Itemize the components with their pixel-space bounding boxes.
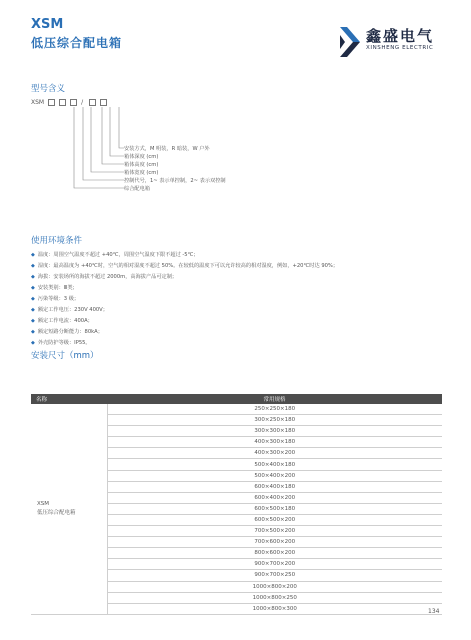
product-name: 低压综合配电箱	[37, 509, 76, 516]
legend-item: 箱体深度 (cm)	[124, 154, 159, 160]
spec-cell: 1000×800×300	[107, 603, 442, 614]
table-header-row	[31, 394, 442, 404]
environment-item: ◆ 额定工作电压：230V 400V；	[31, 307, 108, 313]
product-code: XSM	[37, 500, 50, 507]
spec-cell: 600×400×180	[107, 481, 442, 492]
model-code-prefix: XSM	[31, 99, 45, 106]
product-name-cell	[31, 404, 107, 614]
environment-item: ◆ 温度：周围空气温度不超过 +40℃，周围空气温度下限不超过 -5℃；	[31, 252, 199, 258]
model-meaning-heading: 型号含义	[31, 84, 66, 94]
environment-item: ◆ 额定短路分断能力：80kA；	[31, 329, 103, 335]
spec-cell: 600×500×180	[107, 503, 442, 514]
spec-cell: 250×250×180	[107, 404, 442, 415]
dimensions-heading: 安装尺寸（mm）	[31, 351, 99, 361]
spec-cell: 900×700×250	[107, 570, 442, 581]
environment-item: ◆ 海拔：安装场所的海拔不超过 2000m，高海拔产品可定制；	[31, 274, 178, 280]
bullet-diamond-icon: ◆	[31, 307, 35, 313]
legend-item: 安装方式，M 明装，R 暗装，W 户外	[124, 146, 210, 152]
bullet-diamond-icon: ◆	[31, 285, 35, 291]
spec-cell: 500×400×200	[107, 470, 442, 481]
spec-cell: 500×400×180	[107, 459, 442, 470]
bullet-diamond-icon: ◆	[31, 252, 35, 258]
model-code-leader-lines	[0, 0, 471, 230]
column-header-name: 名称	[31, 394, 107, 404]
legend-item: 箱体宽度 (cm)	[124, 170, 159, 176]
environment-heading: 使用环境条件	[31, 236, 83, 246]
bullet-diamond-icon: ◆	[31, 263, 35, 269]
spec-cell: 800×600×200	[107, 548, 442, 559]
spec-cell: 600×500×200	[107, 514, 442, 525]
spec-cell: 900×700×200	[107, 559, 442, 570]
spec-cell: 400×300×180	[107, 437, 442, 448]
bullet-diamond-icon: ◆	[31, 318, 35, 324]
product-name-title: 低压综合配电箱	[31, 36, 123, 50]
legend-item: 综合配电箱	[124, 186, 150, 192]
spec-cell: 300×300×180	[107, 426, 442, 437]
bullet-diamond-icon: ◆	[31, 274, 35, 280]
logo-name-en: XINSHENG ELECTRIC	[366, 45, 434, 51]
table-row	[31, 404, 442, 415]
bullet-diamond-icon: ◆	[31, 296, 35, 302]
code-separator: /	[81, 99, 84, 106]
spec-cell: 700×500×200	[107, 526, 442, 537]
legend-item: 箱体高度 (cm)	[124, 162, 159, 168]
spec-cell: 700×600×200	[107, 537, 442, 548]
product-code-title: XSM	[31, 17, 64, 32]
environment-item: ◆ 湿度：最高温度为 +40℃时，空气的相对湿度不超过 50%。在较低的温度下可以允许较高的相对湿度，例如，+20℃时达 90%；	[31, 263, 339, 269]
column-header-spec: 常用规格	[107, 394, 442, 404]
spec-cell: 300×250×180	[107, 415, 442, 426]
environment-item: ◆ 安装类别：Ⅲ类；	[31, 285, 78, 291]
bullet-diamond-icon: ◆	[31, 329, 35, 335]
environment-item: ◆ 外壳防护等级：IP55。	[31, 340, 91, 346]
logo-name-cn: 鑫盛电气	[366, 27, 435, 45]
spec-cell: 1000×800×200	[107, 581, 442, 592]
spec-cell: 600×400×200	[107, 492, 442, 503]
spec-cell: 400×300×200	[107, 448, 442, 459]
bullet-diamond-icon: ◆	[31, 340, 35, 346]
page-number: 134	[428, 608, 440, 615]
legend-item: 控制代号，1~ 表示单控制，2~ 表示双控制	[124, 178, 226, 184]
environment-item: ◆ 额定工作电流：400A；	[31, 318, 93, 324]
dimensions-table	[31, 394, 442, 615]
spec-cell: 1000×800×250	[107, 592, 442, 603]
environment-item: ◆ 污染等级：3 级；	[31, 296, 80, 302]
